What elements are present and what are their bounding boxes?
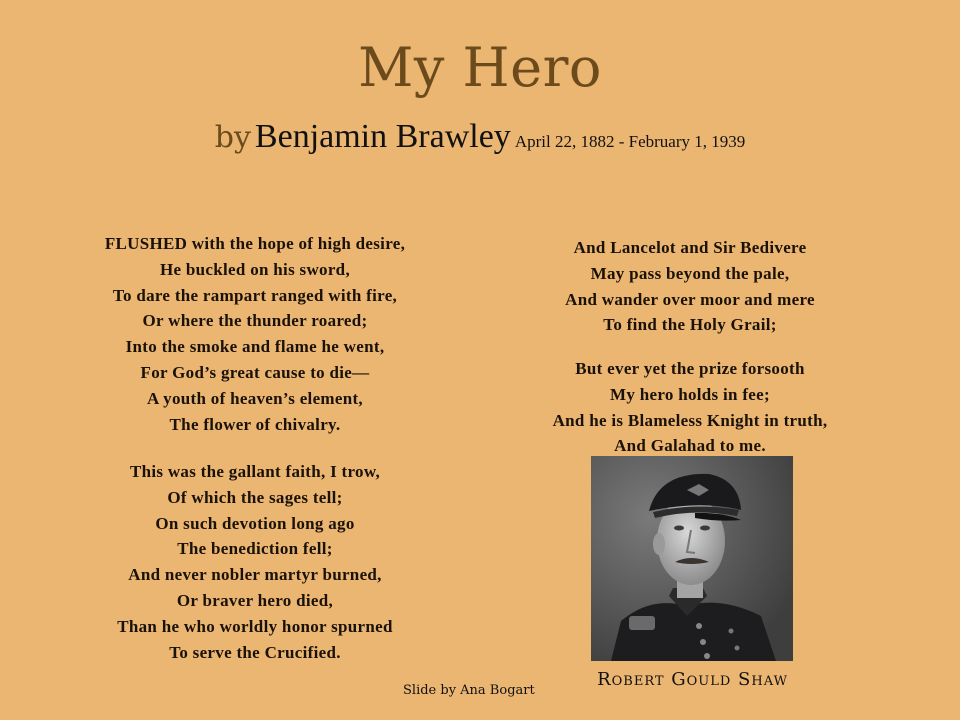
poem-line: The benediction fell; [177, 539, 333, 559]
stanza-1 [45, 231, 465, 437]
poem-line: Of which the sages tell; [167, 487, 343, 507]
poem-line: For God’s great cause to die— [140, 362, 370, 382]
poem-line: Or where the thunder roared; [142, 311, 368, 331]
byline [0, 118, 960, 156]
stanza-3 [490, 235, 890, 338]
poem-line: This was the gallant faith, I trow, [129, 462, 381, 481]
poem-line: And wander over moor and mere [565, 289, 815, 309]
poem-line: But ever yet the prize forsooth [575, 359, 805, 378]
poem-line: To find the Holy Grail; [603, 315, 777, 335]
author-name: Benjamin Brawley [254, 118, 511, 155]
poem-line: FLUSHED with the hope of high desire, [104, 234, 406, 253]
poem-line: And Galahad to me. [614, 436, 766, 456]
poem-line: The flower of chivalry. [169, 414, 341, 434]
poem-line: On such devotion long ago [155, 513, 355, 533]
slide-title: My Hero [358, 36, 602, 99]
stanza-4 [490, 356, 890, 459]
poem-line: To dare the rampart ranged with fire, [112, 285, 398, 305]
by-word: by [214, 120, 251, 155]
slide-credit: Slide by Ana Bogart [403, 683, 535, 698]
author-dates: April 22, 1882 - February 1, 1939 [514, 132, 746, 151]
poem-line: And Lancelot and Sir Bedivere [573, 238, 807, 257]
portrait-photo [591, 456, 793, 661]
portrait-caption: Robert Gould Shaw [597, 669, 788, 690]
poem-line: My hero holds in fee; [610, 384, 770, 404]
poem-line: And he is Blameless Knight in truth, [552, 410, 828, 430]
poem-line: A youth of heaven’s element, [146, 388, 363, 408]
poem-line: And never nobler martyr burned, [128, 565, 382, 585]
stanza-2 [45, 459, 465, 665]
poem-line: May pass beyond the pale, [590, 263, 790, 283]
poem-line: Than he who worldly honor spurned [117, 616, 393, 636]
poem-line: Into the smoke and flame he went, [125, 337, 385, 357]
poem-line: To serve the Crucified. [169, 642, 341, 662]
portrait-image [591, 456, 793, 661]
poem-line: He buckled on his sword, [160, 259, 350, 279]
poem-line: Or braver hero died, [176, 590, 334, 610]
